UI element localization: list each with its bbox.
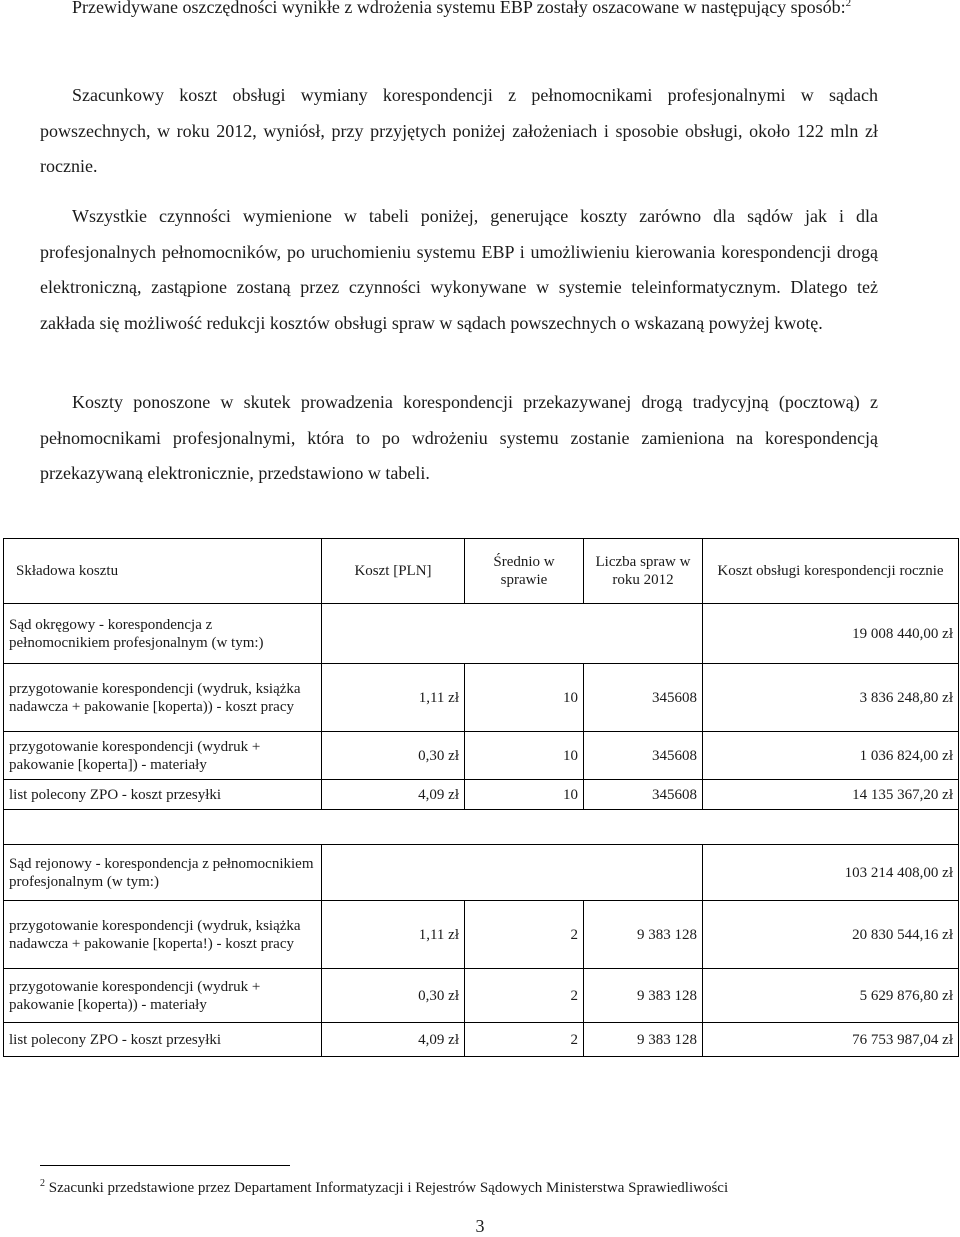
table-row <box>4 1023 959 1057</box>
row-count: 345608 <box>584 664 703 732</box>
section-total-okregowy: 19 008 440,00 zł <box>703 604 959 664</box>
row-count: 9 383 128 <box>584 969 703 1023</box>
table-header-row <box>4 539 959 604</box>
paragraph-cost-estimate <box>40 78 878 185</box>
paragraph-activities <box>40 199 878 341</box>
row-count: 9 383 128 <box>584 901 703 969</box>
row-label: przygotowanie korespondencji (wydruk, książka nadawcza + pakowanie [koperta)) - koszt pracy <box>4 664 322 732</box>
section-label-okregowy: Sąd okręgowy - korespondencja z pełnomocnikiem profesjonalnym (w tym:) <box>4 604 322 664</box>
page-number: 3 <box>475 1216 485 1236</box>
footnote <box>40 1180 728 1197</box>
row-count: 345608 <box>584 780 703 810</box>
row-avg: 10 <box>465 664 584 732</box>
row-label: przygotowanie korespondencji (wydruk + pakowanie [koperta)) - materiały <box>4 969 322 1023</box>
table-row <box>4 732 959 780</box>
row-cost: 4,09 zł <box>322 1023 465 1057</box>
footnote-mark: 2 <box>40 1178 45 1189</box>
row-avg: 10 <box>465 732 584 780</box>
paragraph-intro-text: Przewidywane oszczędności wynikłe z wdrożenia systemu EBP zostały oszacowane w następujący sposób: <box>72 0 846 17</box>
row-avg: 2 <box>465 1023 584 1057</box>
row-avg: 2 <box>465 969 584 1023</box>
row-annual: 5 629 876,80 zł <box>703 969 959 1023</box>
table-row <box>4 664 959 732</box>
row-label: list polecony ZPO - koszt przesyłki <box>4 1023 322 1057</box>
row-cost: 1,11 zł <box>322 901 465 969</box>
row-avg: 2 <box>465 901 584 969</box>
cost-table <box>3 538 959 1057</box>
table-row <box>4 969 959 1023</box>
row-label: przygotowanie korespondencji (wydruk, książka nadawcza + pakowanie [koperta!) - koszt pracy <box>4 901 322 969</box>
table-row <box>4 780 959 810</box>
row-cost: 4,09 zł <box>322 780 465 810</box>
paragraph-costs-table-intro <box>40 385 878 492</box>
row-annual: 76 753 987,04 zł <box>703 1023 959 1057</box>
row-annual: 3 836 248,80 zł <box>703 664 959 732</box>
table-row <box>4 845 959 901</box>
table-row <box>4 604 959 664</box>
row-annual: 1 036 824,00 zł <box>703 732 959 780</box>
header-avg: Średnio w sprawie <box>465 539 584 604</box>
footnote-text: Szacunki przedstawione przez Departament Informatyzacji i Rejestrów Sądowych Ministerstwa Sprawiedliwości <box>48 1180 729 1196</box>
footnote-ref: 2 <box>845 0 852 9</box>
paragraph-cost-estimate-text: Szacunkowy koszt obsługi wymiany korespondencji z pełnomocnikami profesjonalnymi w sądach powszechnych, w roku 2012, wyniósł, przy przyjętych poniżej założeniach i sposobie obsługi, około 122 mln zł rocznie. <box>40 85 878 176</box>
table-spacer-row <box>4 810 959 845</box>
header-cost: Koszt [PLN] <box>322 539 465 604</box>
row-cost: 0,30 zł <box>322 969 465 1023</box>
row-count: 345608 <box>584 732 703 780</box>
row-label: list polecony ZPO - koszt przesyłki <box>4 780 322 810</box>
row-annual: 14 135 367,20 zł <box>703 780 959 810</box>
row-avg: 10 <box>465 780 584 810</box>
row-annual: 20 830 544,16 zł <box>703 901 959 969</box>
section-label-rejonowy: Sąd rejonowy - korespondencja z pełnomocnikiem profesjonalnym (w tym:) <box>4 845 322 901</box>
paragraph-costs-table-intro-text: Koszty ponoszone w skutek prowadzenia korespondencji przekazywanej drogą tradycyjną (pocztową) z pełnomocnikami profesjonalnymi, która to po wdrożeniu systemu zostanie zamieniona na korespondencją przekazywaną elektronicznie, przedstawiono w tabeli. <box>40 392 878 483</box>
paragraph-activities-text: Wszystkie czynności wymienione w tabeli poniżej, generujące koszty zarówno dla sądów jak i dla profesjonalnych pełnomocników, po uruchomieniu systemu EBP i umożliwieniu kierowania korespondencji drogą elektroniczną, zastąpione zostaną przez czynności wykonywane w systemie teleinformatycznym. Dlatego też zakłada się możliwość redukcji kosztów obsługi spraw w sądach powszechnych o wskazaną powyżej kwotę. <box>40 206 878 333</box>
header-component: Składowa kosztu <box>4 539 322 604</box>
table-row <box>4 901 959 969</box>
paragraph-intro <box>40 0 878 26</box>
row-label: przygotowanie korespondencji (wydruk + pakowanie [koperta]) - materiały <box>4 732 322 780</box>
row-count: 9 383 128 <box>584 1023 703 1057</box>
header-annual: Koszt obsługi korespondencji rocznie <box>703 539 959 604</box>
section-total-rejonowy: 103 214 408,00 zł <box>703 845 959 901</box>
header-count: Liczba spraw w roku 2012 <box>584 539 703 604</box>
footnote-separator <box>40 1165 290 1166</box>
row-cost: 0,30 zł <box>322 732 465 780</box>
row-cost: 1,11 zł <box>322 664 465 732</box>
